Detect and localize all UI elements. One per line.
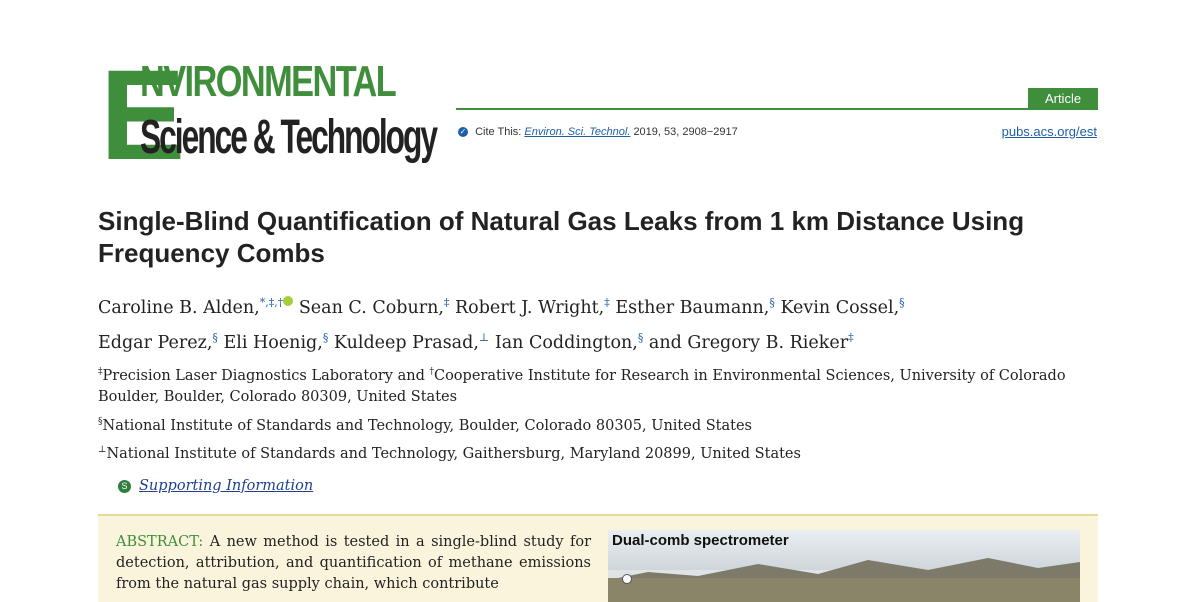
abstract-text bbox=[116, 532, 591, 595]
author[interactable]: Eli Hoenig,§ bbox=[223, 330, 329, 353]
journal-logo bbox=[100, 44, 440, 187]
cite-label: Cite This: bbox=[475, 126, 522, 138]
affiliation: §National Institute of Standards and Technology, Boulder, Colorado 80305, United States bbox=[98, 417, 752, 434]
author[interactable]: Kuldeep Prasad,⊥ bbox=[333, 330, 490, 353]
abstract-box bbox=[98, 514, 1098, 602]
supporting-info-icon: S bbox=[118, 480, 131, 493]
author[interactable]: Esther Baumann,§ bbox=[615, 296, 775, 318]
logo-science-technology: Science & Technology bbox=[140, 111, 437, 164]
author[interactable]: Caroline B. Alden,*,‡,† bbox=[98, 298, 293, 318]
author-list bbox=[98, 288, 1108, 358]
supporting-information-link[interactable] bbox=[118, 478, 313, 494]
supporting-info-label[interactable]: Supporting Information bbox=[139, 478, 314, 494]
orcid-icon[interactable] bbox=[283, 296, 293, 306]
header-rule bbox=[456, 108, 1098, 110]
toc-graphic bbox=[608, 530, 1080, 602]
author[interactable]: and Gregory B. Rieker‡ bbox=[648, 330, 854, 353]
affiliation: ‡Precision Laser Diagnostics Laboratory and †Cooperative Institute for Research in Environmental Sciences, University of Colorado Boulder, Boulder, Colorado 80309, United States bbox=[98, 367, 1066, 405]
logo-environmental: NVIRONMENTAL bbox=[140, 57, 396, 106]
abstract-label: ABSTRACT: bbox=[116, 534, 204, 550]
figure-title: Dual-comb spectrometer bbox=[612, 532, 789, 549]
cite-journal-link[interactable]: Environ. Sci. Technol. bbox=[524, 126, 631, 138]
author[interactable]: Edgar Perez,§ bbox=[98, 330, 218, 353]
figure-ground bbox=[608, 578, 1080, 602]
citation-line bbox=[458, 126, 738, 138]
affiliation: ⊥National Institute of Standards and Technology, Gaithersburg, Maryland 20899, United States bbox=[98, 445, 801, 462]
cite-details: 2019, 53, 2908−2917 bbox=[633, 126, 738, 138]
author[interactable]: Kevin Cossel,§ bbox=[780, 296, 905, 318]
author[interactable]: Robert J. Wright,‡ bbox=[455, 296, 610, 318]
location-pin-icon bbox=[622, 574, 632, 584]
journal-url-link[interactable]: pubs.acs.org/est bbox=[1001, 124, 1097, 139]
logo-letter-e: E bbox=[100, 44, 182, 187]
abstract-body: A new method is tested in a single-blind study for detection, attribution, and quantification of methane emissions from the natural gas supply chain, which contribute bbox=[116, 534, 592, 592]
paper-title: Single-Blind Quantification of Natural Gas Leaks from 1 km Distance Using Frequency Combs bbox=[98, 206, 1025, 268]
article-type-badge: Article bbox=[1028, 88, 1098, 110]
author[interactable]: Ian Coddington,§ bbox=[494, 330, 644, 353]
cite-icon[interactable]: ✓ bbox=[459, 127, 467, 137]
author[interactable]: Sean C. Coburn,‡ bbox=[298, 296, 450, 318]
